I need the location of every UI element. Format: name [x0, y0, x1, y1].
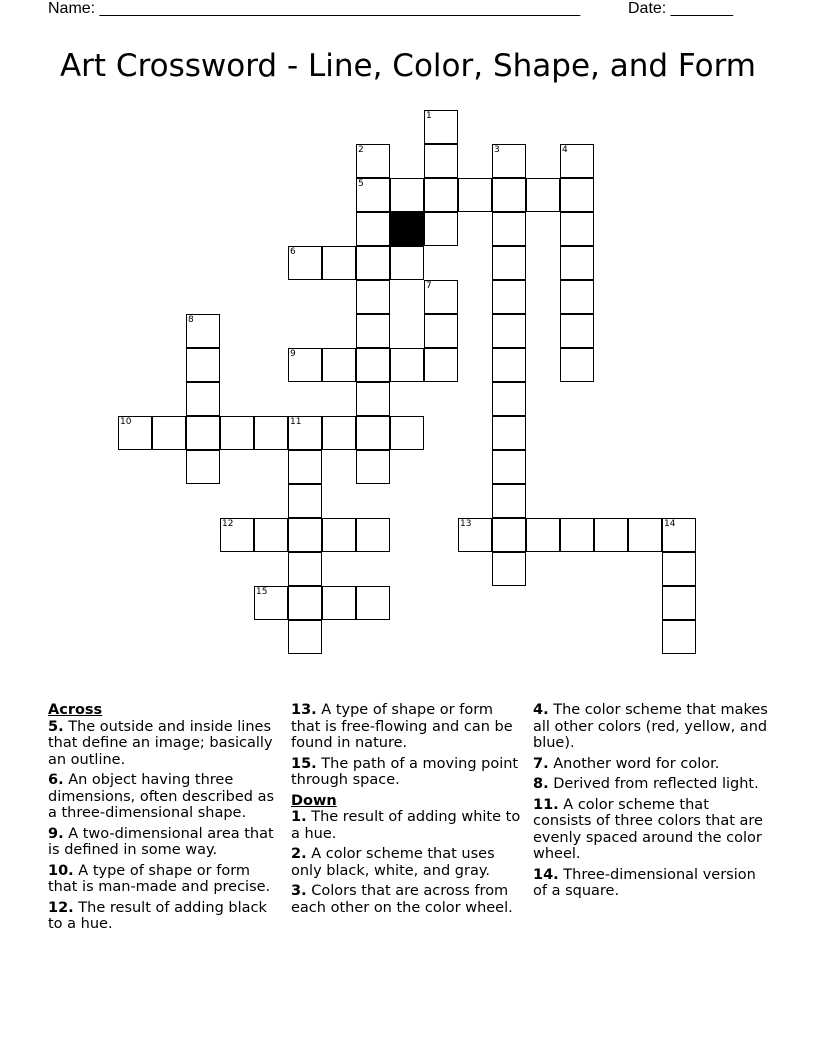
crossword-cell[interactable]	[288, 586, 322, 620]
clue-item	[291, 702, 527, 752]
clue-number: 3	[494, 145, 500, 155]
crossword-cell[interactable]	[322, 518, 356, 552]
clue-number-label: 8.	[533, 776, 549, 792]
crossword-cell[interactable]	[356, 280, 390, 314]
crossword-cell[interactable]	[356, 314, 390, 348]
clue-number: 8	[188, 315, 194, 325]
crossword-cell[interactable]	[424, 144, 458, 178]
crossword-cell[interactable]	[288, 450, 322, 484]
clue-number-label: 11.	[533, 796, 559, 813]
crossword-cell[interactable]	[356, 178, 390, 212]
crossword-cell[interactable]	[560, 314, 594, 348]
crossword-cell[interactable]	[560, 212, 594, 246]
crossword-cell[interactable]	[492, 382, 526, 416]
crossword-cell[interactable]	[288, 246, 322, 280]
crossword-cell[interactable]	[356, 450, 390, 484]
clue-number: 7	[426, 281, 432, 291]
crossword-cell[interactable]	[186, 314, 220, 348]
crossword-cell[interactable]	[356, 246, 390, 280]
clue-item	[291, 756, 527, 789]
crossword-cell[interactable]	[492, 518, 526, 552]
clue-number: 5	[358, 179, 364, 189]
clue-number-label: 4.	[533, 702, 549, 718]
crossword-cell[interactable]	[186, 382, 220, 416]
clue-number: 14	[664, 519, 676, 529]
crossword-cell[interactable]	[492, 212, 526, 246]
crossword-cell[interactable]	[560, 144, 594, 178]
clue-text: The outside and inside lines that define an image; basically an outline.	[48, 718, 273, 768]
crossword-cell[interactable]	[390, 178, 424, 212]
crossword-cell[interactable]	[492, 246, 526, 280]
clue-number-label: 5.	[48, 718, 64, 735]
crossword-cell[interactable]	[492, 552, 526, 586]
crossword-cell[interactable]	[390, 348, 424, 382]
crossword-cell[interactable]	[288, 348, 322, 382]
crossword-cell[interactable]	[322, 586, 356, 620]
crossword-cell[interactable]	[186, 348, 220, 382]
crossword-cell[interactable]	[424, 348, 458, 382]
crossword-cell[interactable]	[424, 212, 458, 246]
crossword-cell[interactable]	[492, 144, 526, 178]
crossword-cell[interactable]	[492, 348, 526, 382]
clue-number-label: 7.	[533, 755, 549, 772]
clue-text: A color scheme that uses only black, white, and gray.	[291, 846, 495, 879]
down-clue-list-continued	[533, 702, 769, 900]
clue-text: Another word for color.	[548, 755, 720, 772]
clue-number-label: 9.	[48, 825, 64, 842]
clue-text: The result of adding black to a hue.	[48, 899, 267, 932]
clue-number: 12	[222, 519, 234, 529]
crossword-cell[interactable]	[254, 416, 288, 450]
crossword-cell[interactable]	[662, 518, 696, 552]
clues-column-3	[533, 702, 769, 904]
clue-number: 13	[460, 519, 472, 529]
crossword-cell[interactable]	[628, 518, 662, 552]
crossword-cell[interactable]	[288, 416, 322, 450]
clue-number-label: 3.	[291, 883, 307, 899]
clue-item	[533, 756, 769, 773]
clue-item	[48, 863, 283, 896]
crossword-cell[interactable]	[560, 246, 594, 280]
crossword-cell[interactable]	[662, 586, 696, 620]
clue-number: 10	[120, 417, 132, 427]
clue-item	[48, 900, 283, 933]
clue-number: 1	[426, 111, 432, 121]
crossword-cell[interactable]	[492, 450, 526, 484]
crossword-cell[interactable]	[220, 416, 254, 450]
clue-text: The path of a moving point through space.	[291, 755, 519, 788]
crossword-cell[interactable]	[492, 484, 526, 518]
crossword-cell[interactable]	[356, 416, 390, 450]
date-field-label[interactable]: Date: _______	[628, 0, 733, 17]
crossword-cell[interactable]	[560, 280, 594, 314]
crossword-cell[interactable]	[390, 246, 424, 280]
crossword-cell[interactable]	[390, 416, 424, 450]
clue-text: The result of adding white to a hue.	[291, 809, 521, 842]
clue-number-label: 2.	[291, 846, 307, 862]
crossword-cell[interactable]	[356, 212, 390, 246]
clue-number: 11	[290, 417, 302, 427]
crossword-cell[interactable]	[322, 246, 356, 280]
crossword-cell[interactable]	[186, 416, 220, 450]
crossword-cell[interactable]	[322, 416, 356, 450]
crossword-cell[interactable]	[356, 382, 390, 416]
crossword-cell[interactable]	[424, 314, 458, 348]
clue-item	[533, 702, 769, 752]
crossword-cell[interactable]	[560, 178, 594, 212]
crossword-cell[interactable]	[492, 178, 526, 212]
clue-number: 15	[256, 587, 268, 597]
clue-number: 4	[562, 145, 568, 155]
clue-number: 9	[290, 349, 296, 359]
crossword-cell[interactable]	[288, 552, 322, 586]
crossword-cell[interactable]	[288, 620, 322, 654]
crossword-cell[interactable]	[322, 348, 356, 382]
clue-number-label: 10.	[48, 862, 74, 879]
crossword-cell[interactable]	[356, 518, 390, 552]
crossword-cell[interactable]	[458, 178, 492, 212]
clues-column-2	[291, 702, 527, 920]
across-heading: Across	[48, 702, 103, 718]
clue-text: A type of shape or form that is free-flowing and can be found in nature.	[291, 702, 513, 751]
crossword-cell[interactable]	[560, 518, 594, 552]
crossword-cell[interactable]	[458, 518, 492, 552]
crossword-cell[interactable]	[492, 416, 526, 450]
clue-number: 6	[290, 247, 296, 257]
clue-item	[48, 772, 283, 822]
crossword-cell[interactable]	[526, 178, 560, 212]
clues-column-1	[48, 702, 283, 937]
clue-number-label: 6.	[48, 772, 64, 788]
crossword-cell[interactable]	[492, 280, 526, 314]
clue-text: A color scheme that consists of three colors that are evenly spaced around the color wheel.	[533, 796, 763, 862]
across-clue-list	[48, 719, 283, 933]
crossword-cell[interactable]	[424, 280, 458, 314]
page-title: Art Crossword - Line, Color, Shape, and Form	[59, 48, 757, 84]
crossword-cell[interactable]	[560, 348, 594, 382]
down-heading: Down	[291, 792, 337, 809]
clue-number-label: 15.	[291, 755, 317, 772]
clue-number-label: 13.	[291, 702, 317, 718]
crossword-cell[interactable]	[288, 518, 322, 552]
clue-text: Derived from reflected light.	[548, 776, 759, 792]
across-clue-list-continued	[291, 702, 527, 789]
crossword-black-cell	[390, 212, 424, 246]
clue-item	[48, 826, 283, 859]
crossword-cell[interactable]	[662, 552, 696, 586]
crossword-cell[interactable]	[526, 518, 560, 552]
clue-text: A type of shape or form that is man-made and precise.	[48, 862, 271, 895]
clue-number-label: 1.	[291, 809, 307, 825]
clue-item	[291, 809, 527, 842]
crossword-cell[interactable]	[356, 348, 390, 382]
clue-item	[291, 846, 527, 879]
crossword-cell[interactable]	[186, 450, 220, 484]
clue-item	[533, 776, 769, 793]
crossword-cell[interactable]	[288, 484, 322, 518]
clue-item	[533, 867, 769, 900]
crossword-cell[interactable]	[424, 178, 458, 212]
crossword-cell[interactable]	[492, 314, 526, 348]
clue-text: An object having three dimensions, often described as a three-dimensional shape.	[48, 772, 275, 821]
crossword-cell[interactable]	[662, 620, 696, 654]
clue-text: A two-dimensional area that is defined in some way.	[48, 825, 274, 858]
clue-item	[291, 883, 527, 916]
crossword-cell[interactable]	[254, 586, 288, 620]
clue-text: The color scheme that makes all other colors (red, yellow, and blue).	[533, 702, 768, 751]
down-clue-list	[291, 809, 527, 916]
crossword-cell[interactable]	[594, 518, 628, 552]
clue-text: Three-dimensional version of a square.	[533, 866, 756, 899]
crossword-cell[interactable]	[152, 416, 186, 450]
crossword-cell[interactable]	[220, 518, 254, 552]
clue-text: Colors that are across from each other on the color wheel.	[291, 883, 513, 916]
clue-item	[533, 797, 769, 863]
crossword-cell[interactable]	[356, 144, 390, 178]
crossword-cell[interactable]	[118, 416, 152, 450]
name-field-label[interactable]: Name: ______________________________________________________	[48, 0, 581, 17]
crossword-cell[interactable]	[424, 110, 458, 144]
clue-number-label: 12.	[48, 899, 74, 916]
clue-item	[48, 719, 283, 769]
clue-number-label: 14.	[533, 866, 559, 883]
clue-number: 2	[358, 145, 364, 155]
crossword-cell[interactable]	[254, 518, 288, 552]
crossword-cell[interactable]	[356, 586, 390, 620]
